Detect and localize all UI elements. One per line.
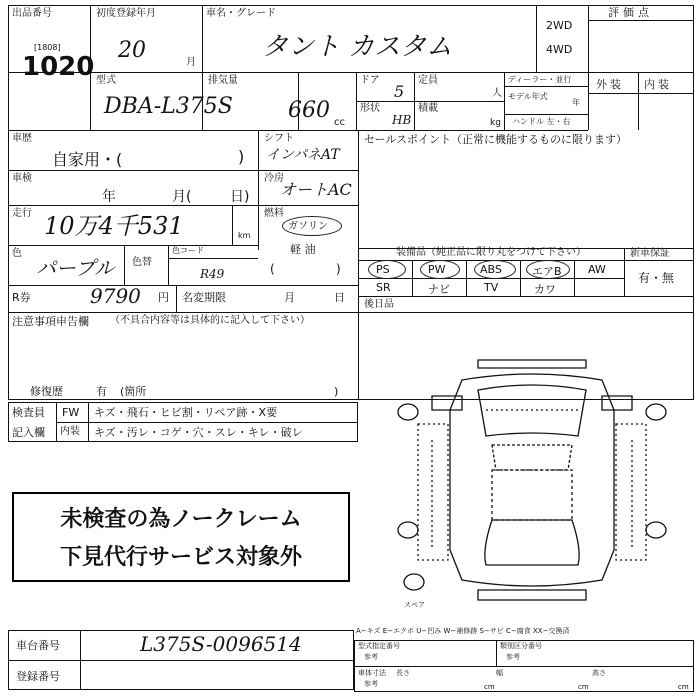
- divider: [588, 20, 694, 21]
- registration-label: 登録番号: [16, 670, 60, 683]
- fuel-petrol-circle: [282, 216, 342, 236]
- divider: [176, 285, 177, 312]
- divider: [124, 245, 125, 285]
- month-unit: 月: [186, 57, 196, 68]
- divider: [504, 72, 505, 130]
- color-code-value: R49: [200, 267, 225, 281]
- interior-label: 内装: [644, 78, 672, 91]
- divider: [358, 312, 359, 400]
- divider: [358, 130, 359, 312]
- inspection-month: 月(: [172, 189, 192, 205]
- length-label: 長さ: [396, 669, 410, 677]
- divider: [588, 5, 589, 130]
- inspection-year: 年: [102, 189, 116, 205]
- drive-4wd: 4WD: [546, 43, 573, 56]
- notes-hint: （不具合内容等は具体的に記入して下さい）: [110, 315, 310, 326]
- fuel-petrol: ガソリン: [288, 221, 328, 232]
- recycle-unit: 円: [158, 291, 169, 304]
- color-change-label: 色替: [132, 257, 152, 268]
- model-label: 型式: [96, 75, 116, 86]
- fuel-check-mark-close: ): [336, 262, 341, 276]
- history-value: 自家用・(: [52, 150, 123, 169]
- divider: [258, 130, 259, 250]
- lot-number: 1020: [22, 52, 95, 82]
- divider: [588, 93, 694, 94]
- divider: [8, 130, 588, 131]
- interior-check-text: キズ・汚レ・コゲ・穴・スレ・キレ・破レ: [94, 426, 303, 439]
- divider: [496, 640, 497, 666]
- inspection-label: 車検: [12, 173, 32, 184]
- notice-line-1: 未検査の為ノークレーム: [60, 507, 302, 532]
- equip-pw: PW: [428, 263, 446, 276]
- first-registration-year: 20: [118, 38, 146, 63]
- handle-label: ハンドル 左・右: [512, 117, 571, 126]
- dealer-label: ディーラー・並行: [508, 75, 572, 84]
- lot-number-label: 出品番号: [12, 8, 52, 19]
- shape-value: HB: [392, 113, 412, 127]
- divider: [638, 72, 639, 130]
- first-registration-label: 初度登録年月: [96, 8, 156, 19]
- new-car-warranty-label: 新車保証: [630, 248, 670, 259]
- model-spec-label: 型式指定番号: [358, 642, 400, 650]
- category-label: 類別区分番号: [500, 642, 542, 650]
- divider: [412, 260, 413, 296]
- divider: [356, 101, 504, 102]
- color-code-label: 色コード: [172, 246, 204, 255]
- exterior-label: 外装: [596, 78, 624, 91]
- ac-label: 冷房: [264, 173, 284, 184]
- chassis-value: L375S-0096514: [140, 632, 302, 656]
- recycle-value: 9790: [90, 284, 141, 308]
- history-label: 車歴: [12, 133, 32, 144]
- inspector-label-1: 検査員: [12, 406, 45, 419]
- divider: [8, 245, 258, 246]
- fuel-check-mark: (: [270, 262, 275, 276]
- rating-label: 評価点: [608, 6, 653, 19]
- repair-history-value: 有: [96, 385, 107, 398]
- name-change-month: 月: [284, 291, 295, 304]
- divider: [354, 666, 694, 667]
- size-label: 車体寸法: [358, 669, 386, 677]
- model-year-label: モデル年式: [508, 92, 548, 101]
- ac-value: オートAC: [280, 180, 352, 199]
- divider: [358, 296, 694, 297]
- height-cm: cm: [678, 683, 689, 691]
- car-damage-diagram: [392, 350, 672, 620]
- mileage-label: 走行: [12, 208, 32, 219]
- divider: [574, 260, 575, 296]
- drive-2wd: 2WD: [546, 19, 573, 32]
- year-unit: 年: [572, 98, 580, 107]
- mileage-unit: km: [238, 231, 251, 240]
- equip-tv: TV: [484, 281, 499, 294]
- fw-text: キズ・飛石・ヒビ割・リペア跡・X要: [94, 406, 278, 419]
- divider: [466, 260, 467, 296]
- model-spec-ref: 参考: [364, 653, 378, 661]
- divider: [168, 258, 258, 259]
- car-name: タント カスタム: [262, 32, 453, 62]
- shift-label: シフト: [264, 133, 294, 144]
- divider: [358, 260, 694, 261]
- interior-check-label: 内装: [60, 426, 80, 437]
- repair-close: ): [334, 385, 339, 398]
- mileage-value: 10万4千531: [44, 212, 184, 240]
- name-change-day: 日: [334, 291, 345, 304]
- model-value: DBA-L375S: [104, 94, 233, 119]
- height-label: 高さ: [592, 669, 606, 677]
- load-unit: kg: [490, 118, 501, 128]
- divider: [536, 5, 537, 73]
- inspection-day: 日): [230, 189, 250, 205]
- spare-label: スペア: [404, 601, 425, 609]
- divider: [80, 630, 81, 690]
- name-change-label: 名変期限: [182, 291, 226, 304]
- equip-airbag: エアB: [532, 265, 562, 278]
- divider: [88, 402, 89, 442]
- fw-label: FW: [62, 406, 80, 419]
- divider: [520, 260, 521, 296]
- equip-abs-circle: [474, 260, 516, 279]
- divider: [8, 312, 694, 313]
- equip-aw: AW: [588, 263, 606, 276]
- damage-legend: A−キズ E−エクボ U−凹み W−補修跡 S−サビ C−腐食 XX−交換済: [356, 627, 570, 635]
- size-ref: 参考: [364, 680, 378, 688]
- divider: [504, 86, 588, 87]
- history-close: ): [238, 147, 245, 166]
- notice-box: [12, 492, 350, 582]
- notice-line-2: 下見代行サービス対象外: [59, 545, 302, 570]
- divider: [8, 285, 358, 286]
- displacement-label: 排気量: [208, 75, 238, 86]
- divider: [504, 114, 588, 115]
- equip-ps: PS: [376, 263, 390, 276]
- chassis-label: 車台番号: [16, 639, 60, 652]
- shift-value: インパネAT: [266, 147, 340, 163]
- fuel-label: 燃料: [264, 208, 284, 219]
- capacity-label: 定員: [418, 75, 438, 86]
- divider: [232, 205, 233, 245]
- divider: [168, 245, 169, 285]
- equip-airbag-circle: [526, 260, 570, 279]
- door-label: ドア: [360, 75, 380, 86]
- color-label: 色: [12, 248, 22, 259]
- equip-leather: カワ: [534, 283, 556, 296]
- repair-parts-label: (箇所: [120, 385, 147, 398]
- category-ref: 参考: [506, 653, 520, 661]
- repair-history-label: 修復歴: [30, 385, 63, 398]
- divider: [8, 660, 354, 661]
- sales-points-label: セールスポイント（正常に機能するものに限ります）: [364, 133, 628, 146]
- equip-sr: SR: [376, 281, 391, 294]
- fuel-diesel: 軽 油: [290, 243, 316, 256]
- equip-abs: ABS: [480, 263, 502, 276]
- inspector-label-2: 記入欄: [12, 426, 45, 439]
- equip-pw-circle: [420, 260, 460, 279]
- length-cm: cm: [484, 683, 495, 691]
- divider: [624, 248, 625, 296]
- after-install-label: 後日品: [364, 299, 394, 310]
- shape-label: 形状: [360, 103, 380, 114]
- divider: [56, 402, 57, 442]
- load-label: 積載: [418, 103, 438, 114]
- lot-small-code: [1808]: [34, 43, 61, 52]
- divider: [8, 72, 694, 73]
- recycle-label: R券: [12, 291, 31, 304]
- width-cm: cm: [578, 683, 589, 691]
- door-value: 5: [394, 82, 405, 101]
- displacement-unit: cc: [334, 117, 345, 128]
- equip-navi: ナビ: [428, 283, 450, 296]
- equip-ps-circle: [368, 260, 406, 279]
- warranty-options: 有・無: [638, 271, 675, 285]
- color-value: パープル: [36, 256, 115, 280]
- equipment-label: 装備品（純正品に限り丸をつけて下さい）: [396, 247, 586, 258]
- notes-label: 注意事項申告欄: [12, 315, 89, 328]
- capacity-unit: 人: [492, 88, 502, 99]
- divider: [8, 170, 358, 171]
- car-name-grade-label: 車名・グレード: [206, 8, 276, 19]
- width-label: 幅: [496, 669, 503, 677]
- divider: [56, 422, 358, 423]
- displacement-value: 660: [288, 98, 330, 123]
